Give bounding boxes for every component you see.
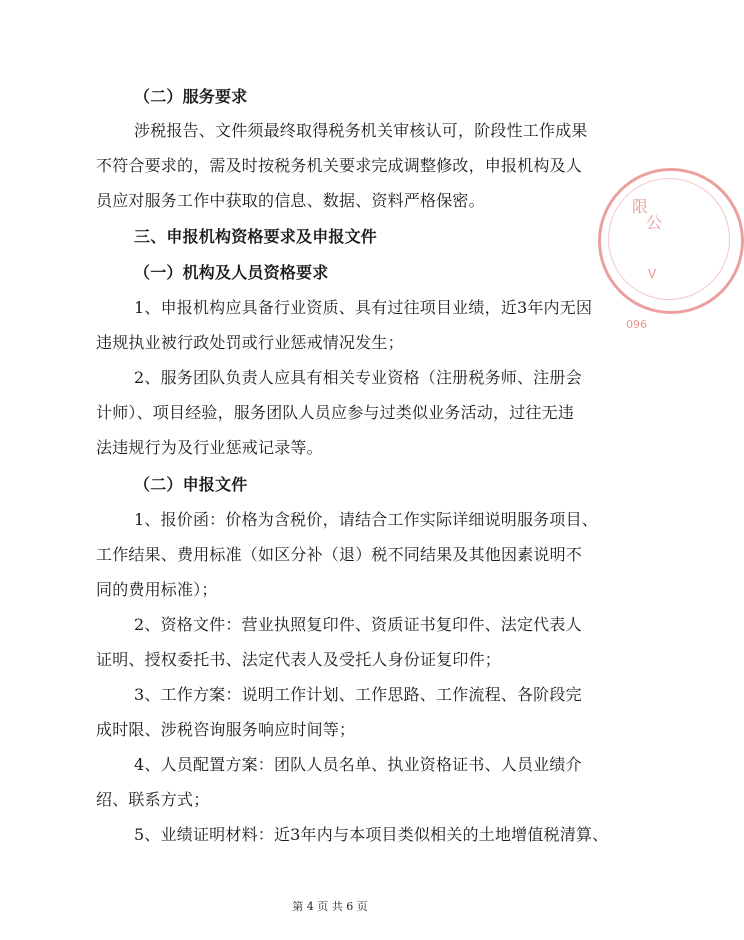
paragraph-line: 同的费用标准）；	[96, 580, 218, 599]
paragraph-line: 3、工作方案：说明工作计划、工作思路、工作流程、各阶段完	[134, 685, 582, 704]
paragraph-line: 4、人员配置方案：团队人员名单、执业资格证书、人员业绩介	[134, 755, 582, 774]
paragraph-line: 违规执业被行政处罚或行业惩戒情况发生；	[96, 333, 404, 352]
paragraph-line: 5、业绩证明材料：近3年内与本项目类似相关的土地增值税清算、	[134, 825, 609, 844]
paragraph-line: 1、申报机构应具备行业资质、具有过往项目业绩，近3年内无因	[134, 298, 593, 317]
paragraph-line: 计师）、项目经验，服务团队人员应参与过类似业务活动，过往无违	[96, 403, 575, 422]
paragraph-line: 成时限、涉税咨询服务响应时间等；	[96, 720, 356, 739]
paragraph-line: 1、报价函：价格为含税价，请结合工作实际详细说明服务项目、	[134, 510, 598, 529]
subsection-heading-qualifications: （一）机构及人员资格要求	[134, 263, 329, 282]
paragraph-line: 绍、联系方式；	[96, 790, 210, 809]
seal-text: V	[648, 267, 657, 281]
seal-text: 限	[632, 197, 649, 216]
page-number-footer: 第 4 页 共 6 页	[292, 900, 368, 913]
paragraph-line: 证明、授权委托书、法定代表人及受托人身份证复印件；	[96, 650, 502, 669]
paragraph-line: 2、资格文件：营业执照复印件、资质证书复印件、法定代表人	[134, 615, 582, 634]
paragraph-line: 法违规行为及行业惩戒记录等。	[96, 438, 323, 457]
paragraph-line: 不符合要求的，需及时按税务机关要求完成调整修改，申报机构及人	[96, 156, 583, 175]
subsection-heading-application-documents: （二）申报文件	[134, 475, 248, 494]
paragraph-line: 工作结果、费用标准（如区分补（退）税不同结果及其他因素说明不	[96, 545, 583, 564]
paragraph-line: 涉税报告、文件须最终取得税务机关审核认可，阶段性工作成果	[134, 121, 588, 140]
section-heading-service-requirements: （二）服务要求	[134, 87, 248, 106]
paragraph-line: 2、服务团队负责人应具有相关专业资格（注册税务师、注册会	[134, 368, 582, 387]
seal-text: 096	[626, 318, 647, 331]
paragraph-line: 员应对服务工作中获取的信息、数据、资料严格保密。	[96, 191, 485, 210]
official-seal-inner-ring	[608, 178, 730, 300]
seal-text: 公	[646, 213, 663, 232]
section-heading-qualifications-and-documents: 三、申报机构资格要求及申报文件	[134, 227, 378, 246]
